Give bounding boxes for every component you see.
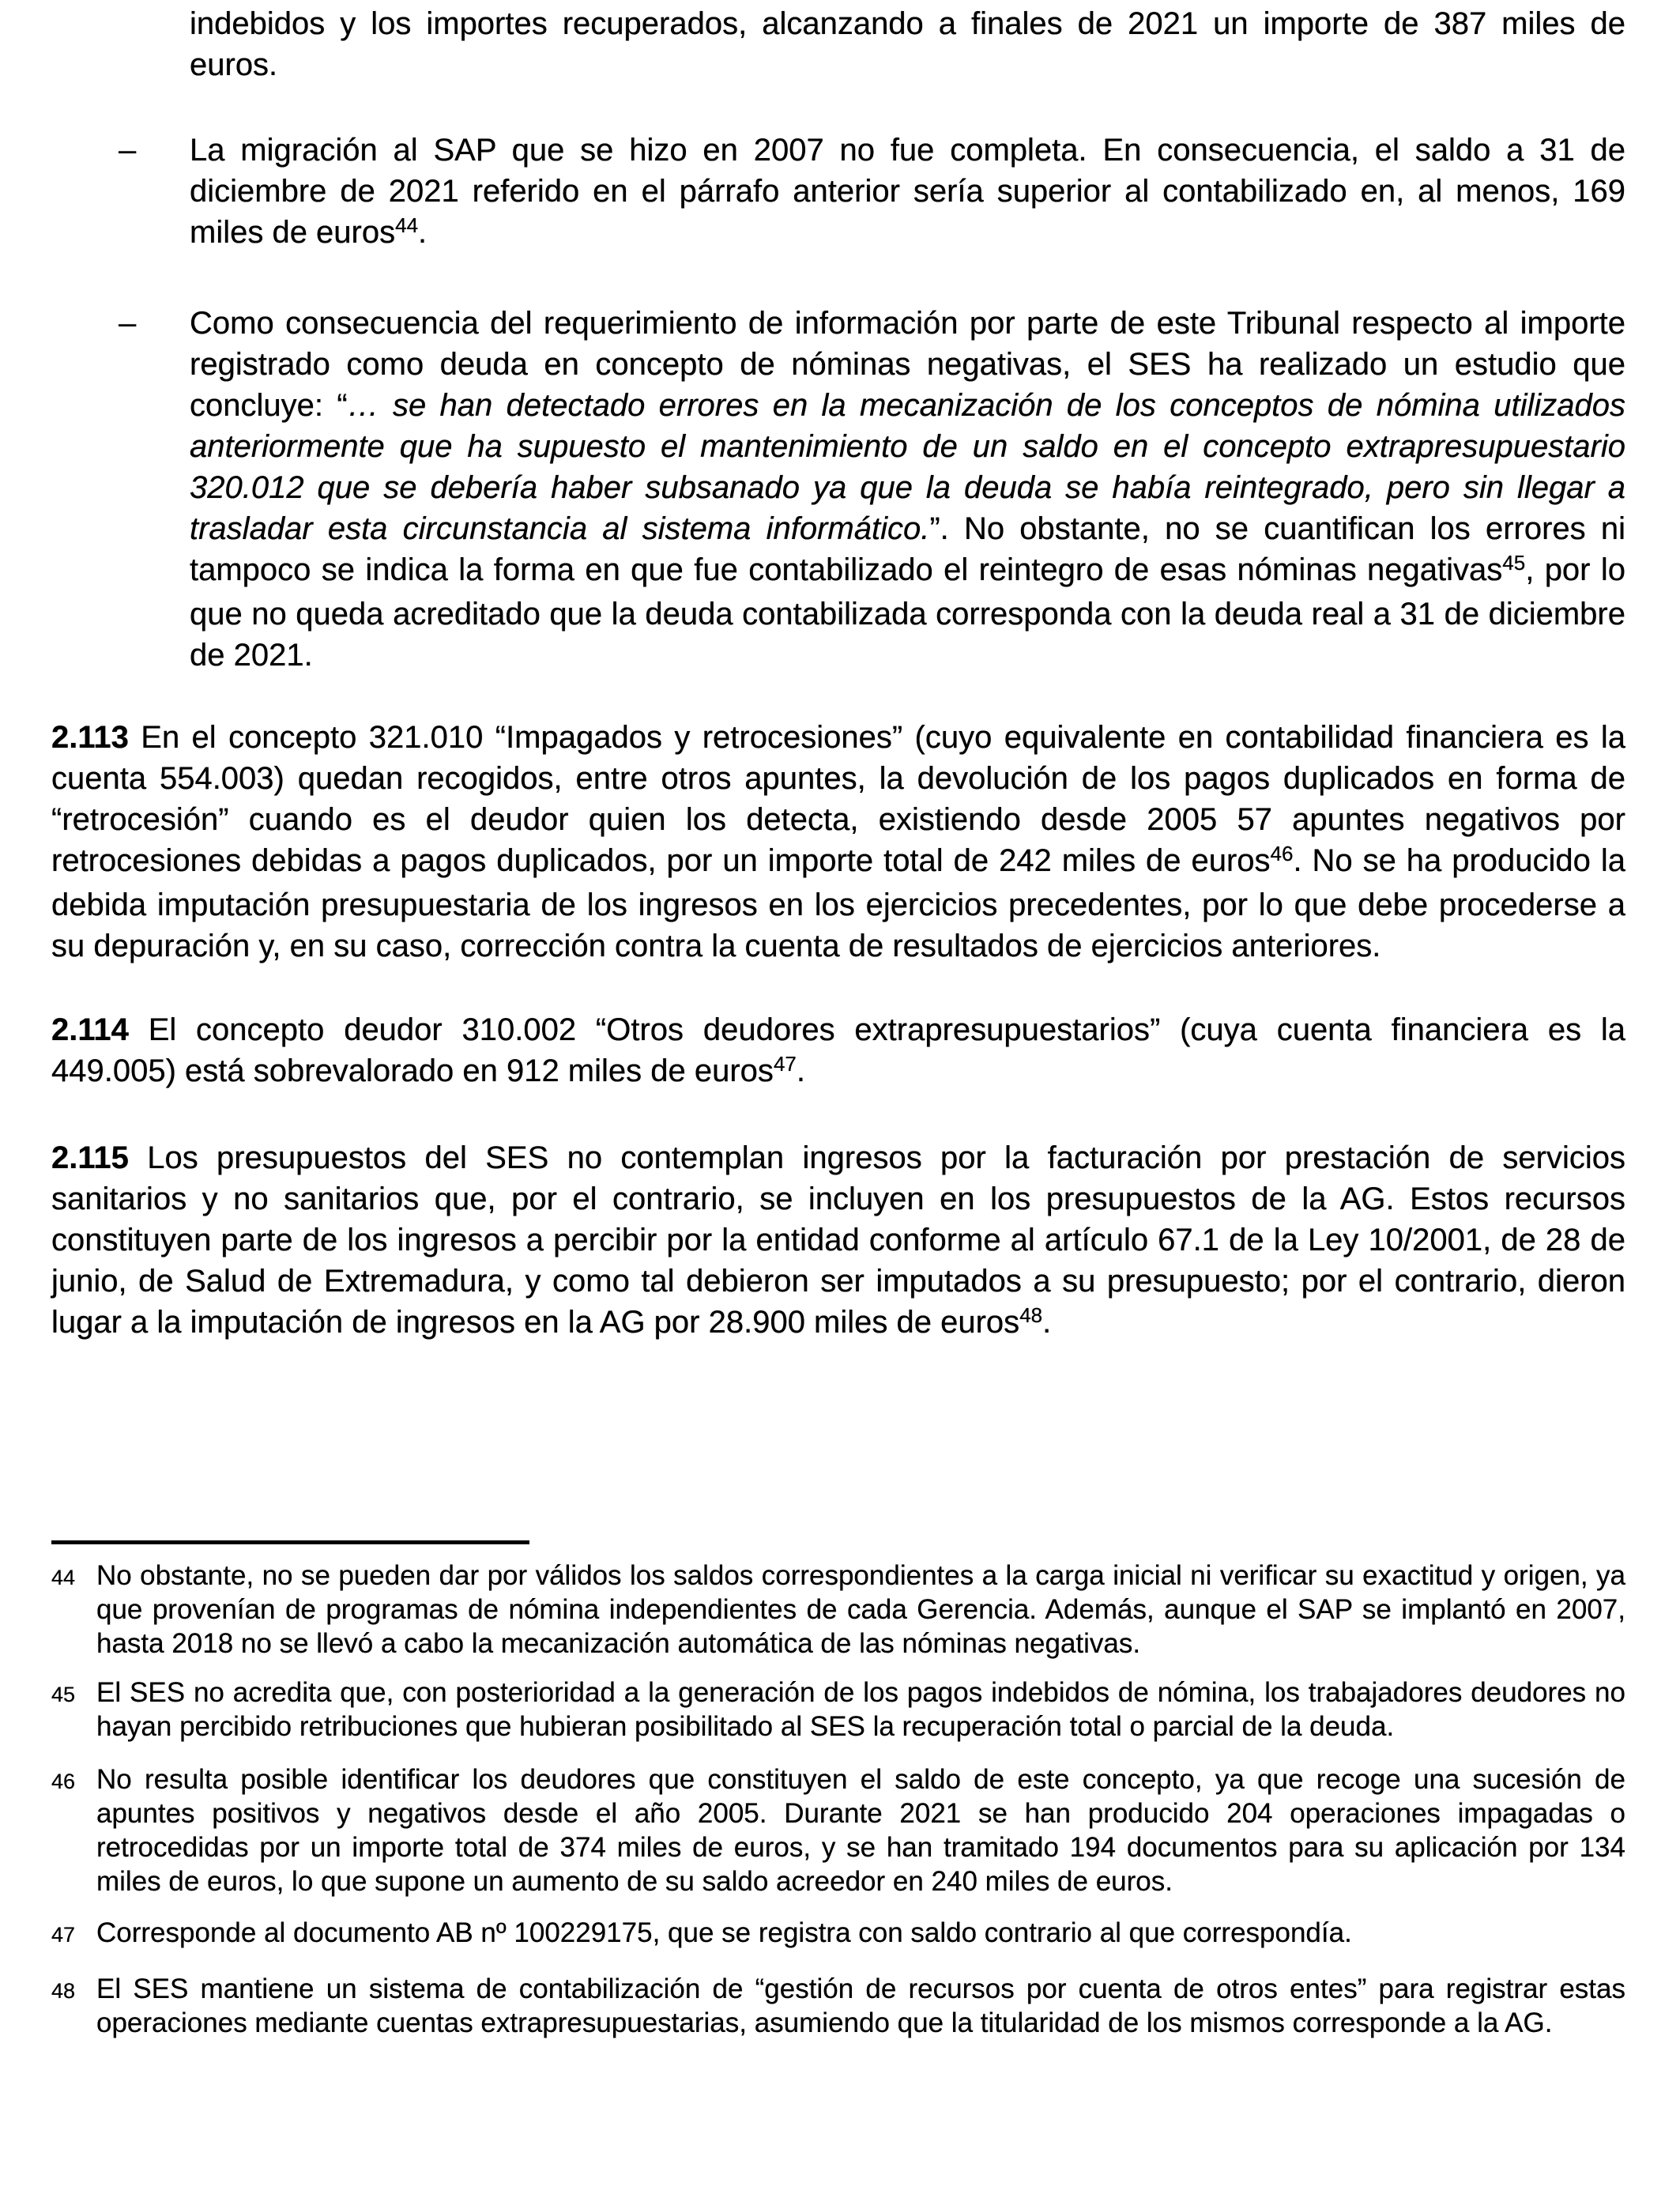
text-segment: . <box>1042 1305 1052 1340</box>
footnotes-container <box>51 1544 1625 2040</box>
text-segment: No resulta posible identificar los deudores que constituyen el saldo de este concepto, ya que recoge una sucesión de apuntes positivos y negativos desde el año 2005. Durante 2021 se han producido 204 operaciones impagadas o retrocedidas por un importe total de 374 miles de euros, y se han tramitado 194 documentos para su aplicación por 134 miles de euros, lo que supone un aumento de su saldo acreedor en 240 miles de euros. <box>96 1764 1625 1897</box>
text-segment: Los presupuestos del SES no contemplan ingresos por la facturación por prestación de servicios sanitarios y no sanitarios que, por el contrario, se incluyen en los presupuestos de la AG. Estos recursos constituyen parte de los ingresos a percibir por la entidad conforme al artículo 67.1 de la Ley 10/2001, de 28 de junio, de Salud de Extremadura, y como tal debieron ser imputados a su presupuesto; por el contrario, dieron lugar a la imputación de ingresos en la AG por 28.900 miles de euros <box>51 1140 1625 1340</box>
bullet-dash: – <box>119 133 137 168</box>
bullet-paragraph <box>51 130 1625 256</box>
text-segment: . No se ha producido la debida imputación presupuestaria de los ingresos en los ejercicios precedentes, por lo que debe procederse a su depuración y, en su caso, corrección contra la cuenta de resultados de ejercicios anteriores. <box>51 843 1625 963</box>
text-segment: Como consecuencia del requerimiento de información por parte de este Tribunal respecto al importe registrado como deuda en concepto de nóminas negativas, el SES ha realizado un estudio que concluye: “ <box>190 306 1625 423</box>
paragraph <box>51 717 1625 967</box>
footnote-marker: 47 <box>51 1923 76 1947</box>
footnote-marker: 48 <box>51 1979 76 2003</box>
text-segment: El SES no acredita que, con posterioridad a la generación de los pagos indebidos de nómina, los trabajadores deudores no hayan percibido retribuciones que hubieran posibilitado al SES la recuperación total o parcial de la deuda. <box>96 1677 1625 1742</box>
text-segment: … se han detectado errores en la mecanización de los conceptos de nómina utilizados anteriormente que ha supuesto el mantenimiento de un saldo en el concepto extrapresupuestario 320.012 que se debería haber subsanado ya que la deuda se había reintegrado, pero sin llegar a trasladar esta circunstancia al sistema informático. <box>190 388 1625 546</box>
footnote-ref: 48 <box>1019 1303 1043 1327</box>
text-segment: Corresponde al documento AB nº 100229175, que se registra con saldo contrario al que correspondía. <box>96 1917 1352 1948</box>
footnote <box>51 1559 1625 1661</box>
document-body <box>51 0 1625 2040</box>
paragraphs-container <box>51 0 1625 1346</box>
text-segment: 2.115 <box>51 1140 129 1175</box>
footnote-marker: 44 <box>51 1566 76 1589</box>
footnote-ref: 47 <box>773 1052 797 1076</box>
footnote <box>51 1972 1625 2040</box>
text-segment: La migración al SAP que se hizo en 2007 no fue completa. En consecuencia, el saldo a 31 de diciembre de 2021 referido en el párrafo anterior sería superior al contabilizado en, al menos, 169 miles de euros <box>190 133 1625 250</box>
text-segment: En el concepto 321.010 “Impagados y retrocesiones” (cuyo equivalente en contabilidad financiera es la cuenta 554.003) quedan recogidos, entre otros apuntes, la devolución de los pagos duplicados en forma de “retrocesión” cuando es el deudor quien los detecta, existiendo desde 2005 57 apuntes negativos por retrocesiones debidas a pagos duplicados, por un importe total de 242 miles de euros <box>51 720 1625 878</box>
paragraph <box>51 3 1625 85</box>
footnote-marker: 45 <box>51 1683 76 1706</box>
bullet-paragraph <box>51 303 1625 676</box>
text-segment: No obstante, no se pueden dar por válidos los saldos correspondientes a la carga inicial ni verificar su exactitud y origen, ya que provenían de programas de nómina independientes de cada Gerencia. Además, aunque el SAP se implantó en 2007, hasta 2018 no se llevó a cabo la mecanización automática de las nóminas negativas. <box>96 1560 1625 1659</box>
text-segment: El concepto deudor 310.002 “Otros deudores extrapresupuestarios” (cuya cuenta financiera es la 449.005) está sobrevalorado en 912 miles de euros <box>51 1012 1625 1088</box>
footnote-ref: 45 <box>1502 551 1526 575</box>
text-segment: ”. No obstante, no se cuantifican los errores ni tampoco se indica la forma en que fue contabilizado el reintegro de esas nóminas negativas <box>190 511 1625 587</box>
footnote <box>51 1676 1625 1744</box>
bullet-dash: – <box>119 306 137 341</box>
footnote <box>51 1762 1625 1898</box>
paragraph <box>51 1009 1625 1095</box>
text-segment: El SES mantiene un sistema de contabilización de “gestión de recursos por cuenta de otros entes” para registrar estas operaciones mediante cuentas extrapresupuestarias, asumiendo que la titularidad de los mismos corresponde a la AG. <box>96 1973 1625 2038</box>
text-segment: 2.114 <box>51 1012 129 1047</box>
text-segment: indebidos y los importes recuperados, alcanzando a finales de 2021 un importe de 387 miles de euros. <box>190 6 1625 82</box>
text-segment: , por lo que no queda acreditado que la deuda contabilizada corresponda con la deuda real a 31 de diciembre de 2021. <box>190 552 1625 673</box>
footnote-ref: 46 <box>1270 842 1294 865</box>
paragraph <box>51 1137 1625 1346</box>
footnote-marker: 46 <box>51 1770 76 1793</box>
footnote-ref: 44 <box>395 213 419 237</box>
text-segment: . <box>418 215 428 250</box>
text-segment: 2.113 <box>51 720 129 755</box>
footnote <box>51 1916 1625 1950</box>
text-segment: . <box>796 1054 805 1088</box>
